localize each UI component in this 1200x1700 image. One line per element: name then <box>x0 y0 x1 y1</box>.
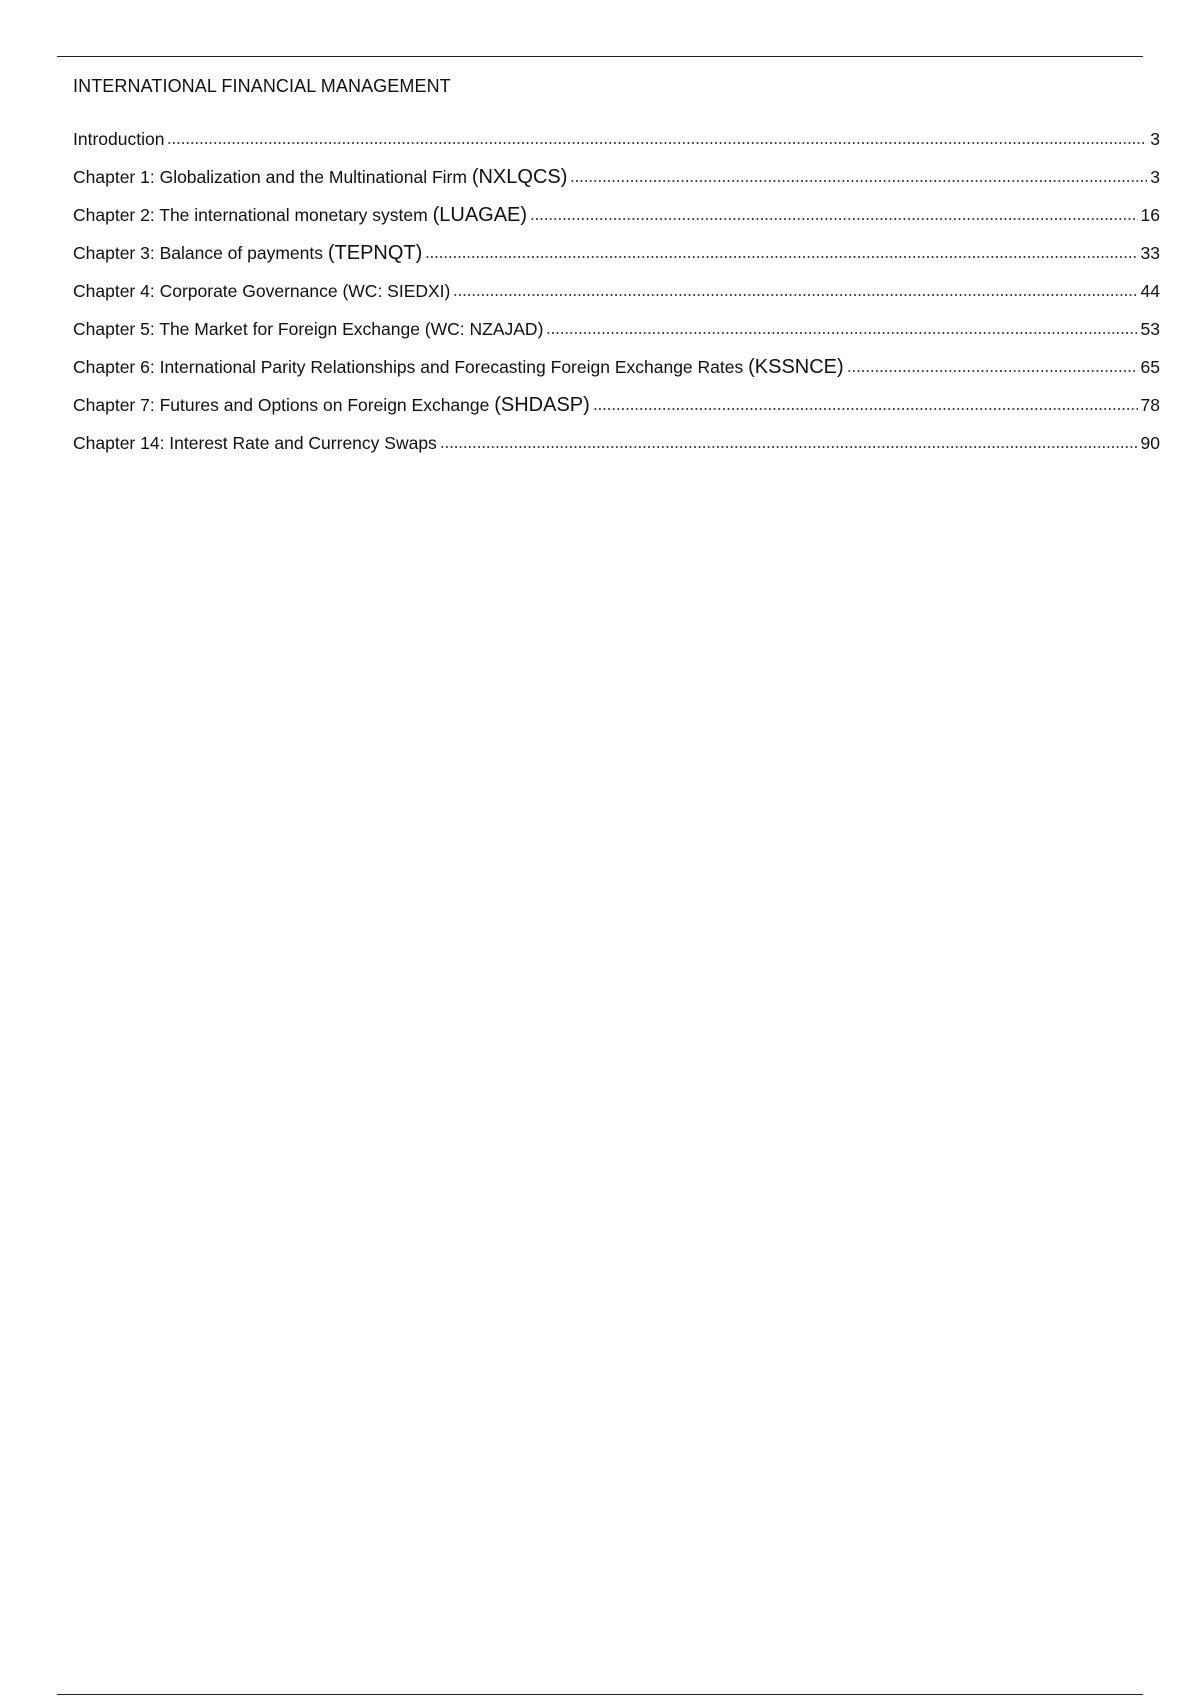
toc-entry-title: Chapter 4: Corporate Governance (WC: SIEDXI) <box>73 281 451 301</box>
toc-page-number: 53 <box>1140 319 1160 339</box>
toc-entry-chapter-5[interactable] <box>73 317 1160 355</box>
toc-dot-leader <box>570 179 1147 183</box>
toc-page-number: 3 <box>1150 129 1160 149</box>
toc-dot-leader <box>425 255 1137 259</box>
toc-entry-chapter-1[interactable] <box>73 165 1160 203</box>
toc-entry-chapter-3[interactable] <box>73 241 1160 279</box>
toc-page-number: 78 <box>1140 395 1160 415</box>
toc-dot-leader <box>847 369 1138 373</box>
toc-dot-leader <box>440 445 1138 449</box>
toc-page-number: 44 <box>1140 281 1160 301</box>
table-of-contents <box>73 127 1160 469</box>
toc-entry-chapter-14[interactable] <box>73 431 1160 469</box>
header-rule <box>57 56 1143 57</box>
toc-entry-title: Chapter 14: Interest Rate and Currency Swaps <box>73 433 437 453</box>
document-title: INTERNATIONAL FINANCIAL MANAGEMENT <box>73 76 451 96</box>
toc-entry-title: Chapter 3: Balance of payments (TEPNQT) <box>73 242 423 264</box>
toc-entry-chapter-4[interactable] <box>73 279 1160 317</box>
toc-dot-leader <box>167 141 1147 145</box>
toc-entry-chapter-7[interactable] <box>73 393 1160 431</box>
toc-dot-leader <box>593 407 1138 411</box>
toc-entry-title: Chapter 2: The international monetary system (LUAGAE) <box>73 204 528 226</box>
toc-entry-title: Introduction <box>73 129 165 149</box>
footer-rule <box>57 1694 1143 1695</box>
toc-entry-title: Chapter 7: Futures and Options on Foreign Exchange (SHDASP) <box>73 394 590 416</box>
toc-page-number: 3 <box>1150 167 1160 187</box>
toc-page-number: 65 <box>1140 357 1160 377</box>
toc-page-number: 16 <box>1140 205 1160 225</box>
toc-entry-chapter-2[interactable] <box>73 203 1160 241</box>
toc-dot-leader <box>546 331 1137 335</box>
toc-entry-introduction[interactable] <box>73 127 1160 165</box>
toc-page-number: 33 <box>1140 243 1160 263</box>
toc-page-number: 90 <box>1140 433 1160 453</box>
toc-dot-leader <box>453 293 1137 297</box>
toc-entry-title: Chapter 1: Globalization and the Multinational Firm (NXLQCS) <box>73 166 568 188</box>
toc-entry-title: Chapter 6: International Parity Relationships and Forecasting Foreign Exchange Rates (KSSNCE) <box>73 356 844 378</box>
toc-entry-chapter-6[interactable] <box>73 355 1160 393</box>
toc-entry-title: Chapter 5: The Market for Foreign Exchange (WC: NZAJAD) <box>73 319 544 339</box>
toc-dot-leader <box>530 217 1137 221</box>
